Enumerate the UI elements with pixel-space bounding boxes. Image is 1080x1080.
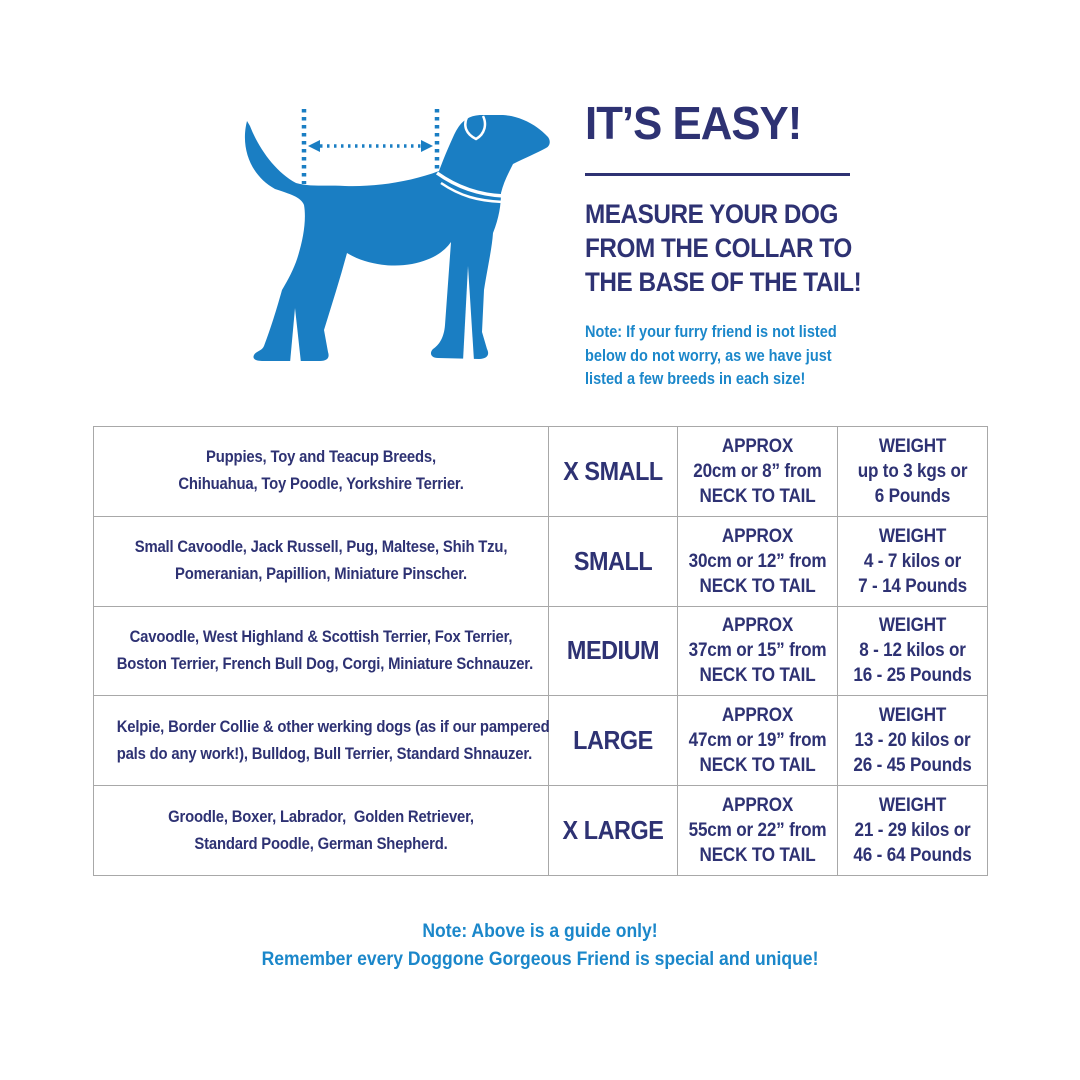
breeds-line: Boston Terrier, French Bull Dog, Corgi, Miniature Schnauzer. [116, 654, 534, 673]
size-cell [549, 516, 678, 606]
approx-line: 30cm or 12” from [688, 550, 827, 572]
breeds-line: Chihuahua, Toy Poodle, Yorkshire Terrier. [178, 475, 464, 494]
breeds-line: Standard Poodle, German Shepherd. [194, 834, 448, 853]
weight-line: 8 - 12 kilos or [859, 640, 966, 662]
weight-line: WEIGHT [878, 525, 947, 547]
breeds-cell [94, 696, 549, 786]
weight-line: 4 - 7 kilos or [863, 550, 962, 572]
breeds-line: Groodle, Boxer, Labrador, Golden Retriever, [168, 807, 474, 826]
weight-line: WEIGHT [878, 615, 947, 637]
weight-line: 46 - 64 Pounds [853, 845, 972, 867]
approx-line: NECK TO TAIL [699, 485, 816, 507]
approx-cell [678, 696, 838, 786]
page-title: IT’S EASY! [585, 97, 802, 149]
measure-arrowhead-left [308, 140, 320, 152]
size-label: MEDIUM [566, 635, 660, 666]
table-row-small [94, 516, 988, 606]
approx-line: NECK TO TAIL [699, 845, 816, 867]
breeds-line: Puppies, Toy and Teacup Breeds, [206, 448, 436, 467]
approx-line: APPROX [721, 435, 794, 457]
approx-cell [678, 427, 838, 517]
size-cell [549, 786, 678, 876]
weight-line: WEIGHT [878, 705, 947, 727]
table-row-xlarge [94, 786, 988, 876]
weight-line: WEIGHT [878, 795, 947, 817]
breeds-cell [94, 606, 549, 696]
title-divider [585, 173, 850, 176]
approx-line: 55cm or 22” from [688, 820, 827, 842]
weight-cell [838, 427, 988, 517]
approx-line: APPROX [721, 705, 794, 727]
approx-line: NECK TO TAIL [699, 665, 816, 687]
approx-cell [678, 516, 838, 606]
size-cell [549, 427, 678, 517]
measure-instruction [585, 197, 882, 299]
approx-line: APPROX [721, 795, 794, 817]
weight-line: 13 - 20 kilos or [854, 730, 971, 752]
footer-note-line: Note: Above is a guide only! [422, 920, 658, 942]
weight-cell [838, 606, 988, 696]
instruction-line: FROM THE COLLAR TO [585, 233, 852, 264]
approx-line: APPROX [721, 615, 794, 637]
weight-cell [838, 696, 988, 786]
breeds-line: pals do any work!), Bulldog, Bull Terrier, Standard Shnauzer. [116, 744, 533, 763]
size-cell [549, 606, 678, 696]
breeds-cell [94, 786, 549, 876]
size-label: X LARGE [562, 815, 664, 846]
weight-line: 6 Pounds [874, 485, 951, 507]
weight-cell [838, 516, 988, 606]
breeds-line: Cavoodle, West Highland & Scottish Terrier, Fox Terrier, [129, 627, 513, 646]
instruction-line: MEASURE YOUR DOG [585, 199, 838, 230]
weight-line: WEIGHT [878, 435, 947, 457]
weight-line: up to 3 kgs or [857, 460, 968, 482]
instruction-line: THE BASE OF THE TAIL! [585, 267, 862, 298]
dog-illustration [220, 90, 560, 390]
approx-line: APPROX [721, 525, 794, 547]
measure-arrowhead-right [421, 140, 433, 152]
size-label: LARGE [573, 725, 653, 756]
breeds-note-line: Note: If your furry friend is not listed [585, 323, 837, 342]
size-guide-table [93, 426, 988, 876]
approx-line: NECK TO TAIL [699, 575, 816, 597]
breeds-cell [94, 516, 549, 606]
breeds-note [585, 321, 875, 392]
approx-line: NECK TO TAIL [699, 755, 816, 777]
breeds-note-line: below do not worry, as we have just [585, 346, 832, 365]
weight-line: 16 - 25 Pounds [853, 665, 972, 687]
weight-line: 21 - 29 kilos or [854, 820, 971, 842]
weight-cell [838, 786, 988, 876]
table-row-medium [94, 606, 988, 696]
approx-line: 47cm or 19” from [688, 730, 827, 752]
size-label: X SMALL [563, 455, 663, 486]
approx-cell [678, 786, 838, 876]
breeds-note-line: listed a few breeds in each size! [585, 370, 806, 389]
table-row-large [94, 696, 988, 786]
size-label: SMALL [573, 545, 653, 576]
breeds-cell [94, 427, 549, 517]
weight-line: 26 - 45 Pounds [853, 755, 972, 777]
header-block [585, 99, 915, 392]
table-row-xsmall [94, 427, 988, 517]
approx-line: 20cm or 8” from [693, 460, 822, 482]
breeds-line: Pomeranian, Papillion, Miniature Pinscher. [175, 565, 467, 584]
footer-note-line: Remember every Doggone Gorgeous Friend is special and unique! [261, 948, 819, 970]
approx-line: 37cm or 15” from [688, 640, 827, 662]
breeds-line: Small Cavoodle, Jack Russell, Pug, Maltese, Shih Tzu, [134, 538, 508, 557]
footer-note [0, 917, 1080, 973]
weight-line: 7 - 14 Pounds [858, 575, 967, 597]
dog-silhouette-icon [245, 115, 550, 361]
approx-cell [678, 606, 838, 696]
breeds-line: Kelpie, Border Collie & other werking dogs (as if our pampered [116, 717, 550, 736]
size-cell [549, 696, 678, 786]
